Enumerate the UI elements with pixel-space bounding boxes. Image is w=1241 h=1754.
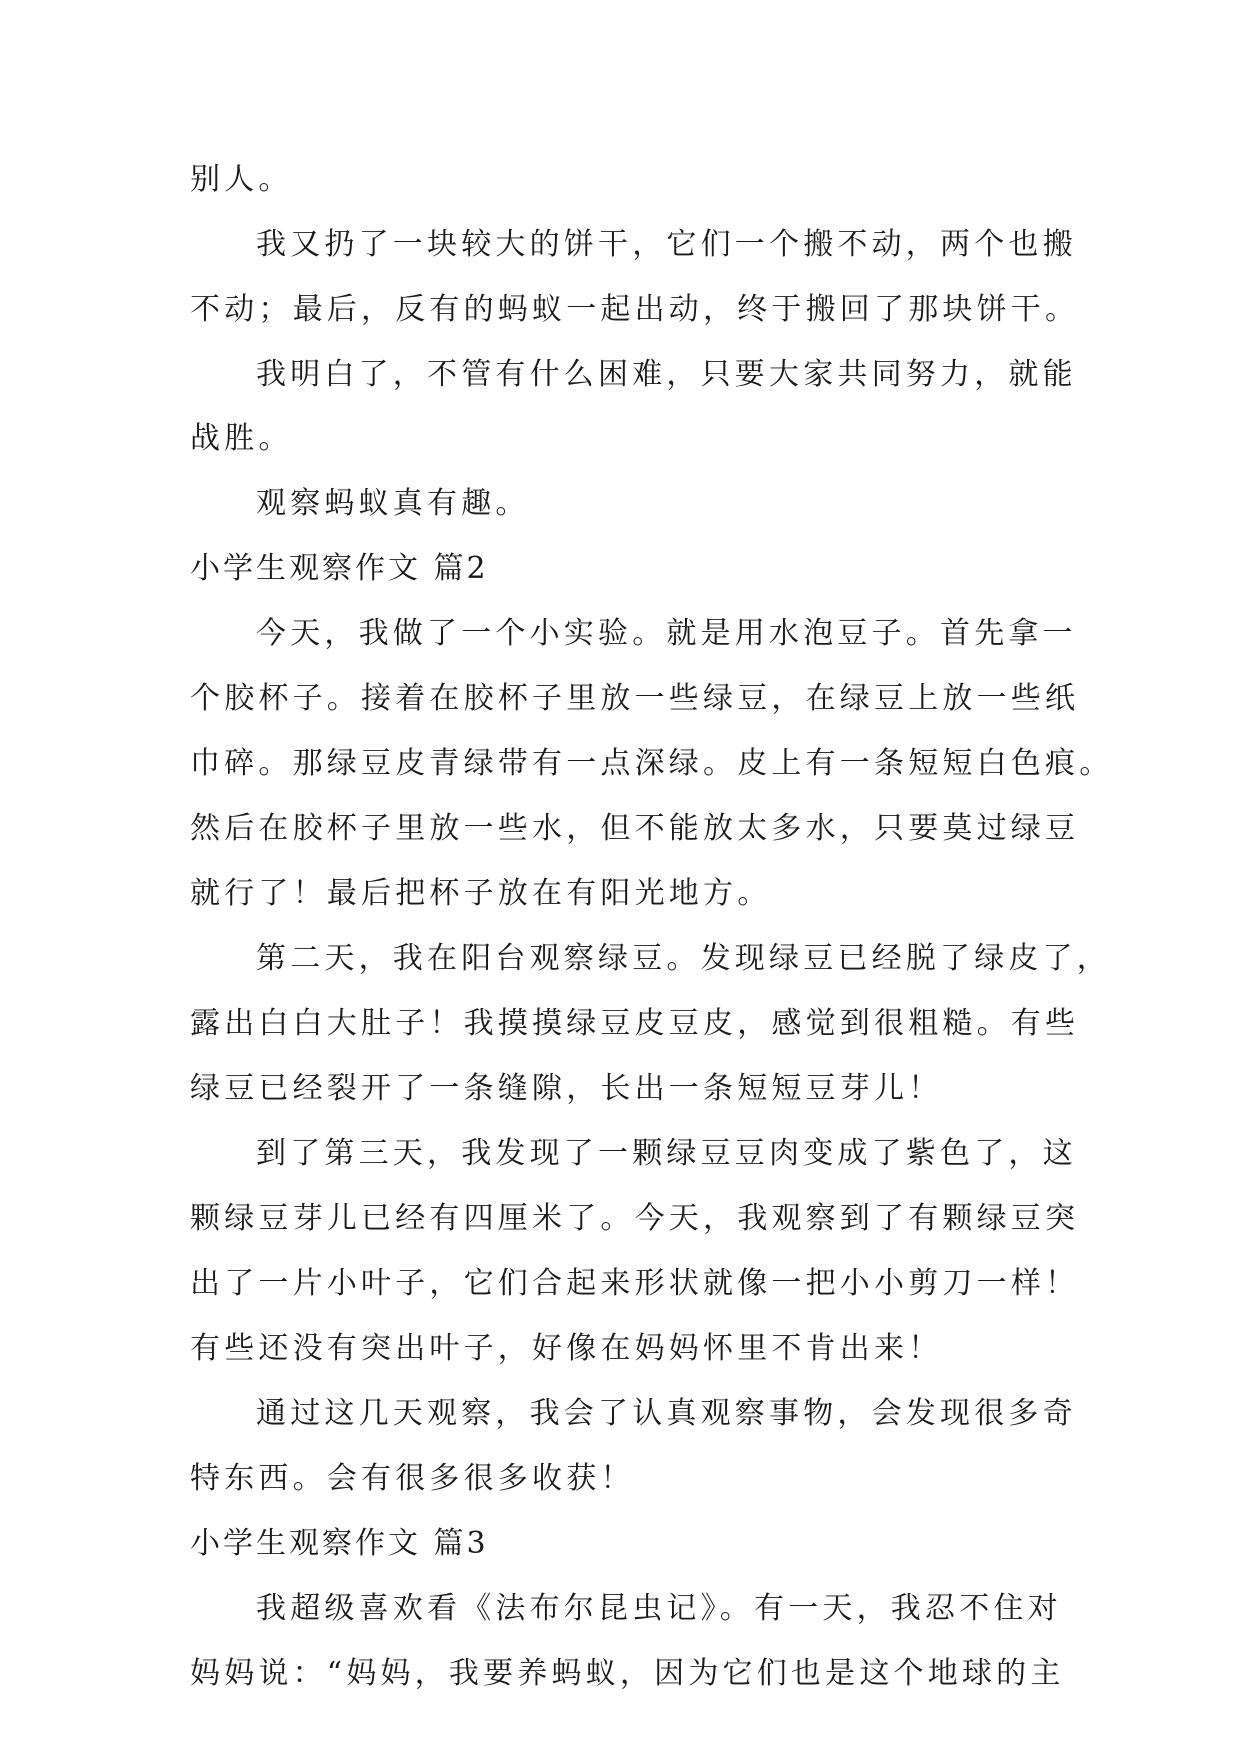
- paragraph-line: 今天，我做了一个小实验。就是用水泡豆子。首先拿一: [256, 616, 1077, 651]
- text-line: 战胜。: [190, 421, 293, 456]
- text-line: 颗绿豆芽儿已经有四厘米了。今天，我观察到了有颗绿豆突: [190, 1201, 1080, 1236]
- paragraph-line: 通过这几天观察，我会了认真观察事物，会发现很多奇: [256, 1396, 1077, 1431]
- text-line: 不动；最后，反有的蚂蚁一起出动，终于搬回了那块饼干。: [190, 292, 1080, 327]
- text-line: 个胶杯子。接着在胶杯子里放一些绿豆，在绿豆上放一些纸: [190, 681, 1080, 716]
- paragraph-line: 观察蚂蚁真有趣。: [256, 486, 530, 521]
- paragraph-line: 到了第三天，我发现了一颗绿豆豆肉变成了紫色了，这: [256, 1136, 1077, 1171]
- text-line: 然后在胶杯子里放一些水，但不能放太多水，只要莫过绿豆: [190, 811, 1080, 846]
- text-line: 别人。: [190, 162, 293, 197]
- paragraph-line: 我超级喜欢看《法布尔昆虫记》。有一天，我忍不住对: [256, 1591, 1062, 1626]
- section-heading: 小学生观察作文 篇3: [190, 1526, 489, 1561]
- text-line: 巾碎。那绿豆皮青绿带有一点深绿。皮上有一条短短白色痕。: [190, 746, 1114, 781]
- text-line: 就行了！最后把杯子放在有阳光地方。: [190, 876, 772, 911]
- text-line: 特东西。会有很多很多收获！: [190, 1461, 635, 1496]
- paragraph-line: 我又扔了一块较大的饼干，它们一个搬不动，两个也搬: [256, 227, 1077, 262]
- paragraph-line: 我明白了，不管有什么困难，只要大家共同努力，就能: [256, 357, 1077, 392]
- paragraph-line: 第二天，我在阳台观察绿豆。发现绿豆已经脱了绿皮了，: [256, 941, 1111, 976]
- section-heading: 小学生观察作文 篇2: [190, 551, 489, 586]
- text-line: 出了一片小叶子，它们合起来形状就像一把小小剪刀一样！: [190, 1266, 1080, 1301]
- text-line: 露出白白大肚子！我摸摸绿豆皮豆皮，感觉到很粗糙。有些: [190, 1006, 1080, 1041]
- text-line: 绿豆已经裂开了一条缝隙，长出一条短短豆芽儿！: [190, 1071, 943, 1106]
- text-line: 妈妈说：“妈妈，我要养蚂蚁，因为它们也是这个地球的主: [190, 1656, 1065, 1691]
- text-line: 有些还没有突出叶子，好像在妈妈怀里不肯出来！: [190, 1331, 943, 1366]
